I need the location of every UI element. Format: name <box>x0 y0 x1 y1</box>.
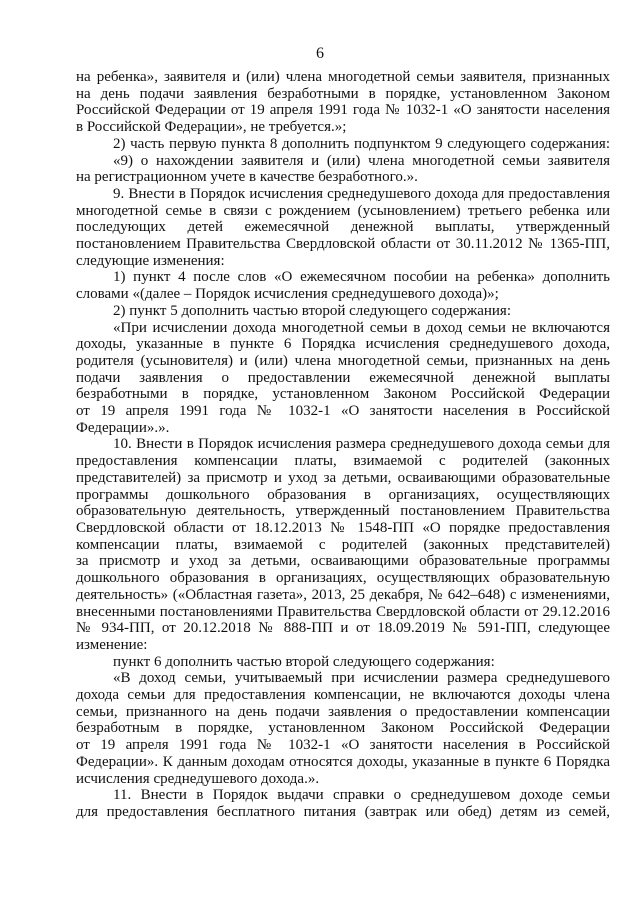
text-line: внесенными постановлениями Правительства Свердловской области от 29.12.2016 <box>76 603 610 620</box>
text-line: доходы, указанные в пункте 6 Порядка исчисления среднедушевого дохода, <box>76 336 610 353</box>
text-line: № 934-ПП, от 20.12.2018 № 888-ПП и от 18.09.2019 № 591-ПП, следующее <box>76 620 610 637</box>
text-line: следующие изменения: <box>76 252 225 269</box>
text-line: программы дошкольного образования в организациях, осуществляющих <box>76 486 610 503</box>
text-line: безработными в порядке, установленном Законом Российской Федерации <box>76 386 610 403</box>
text-line: многодетной семье в связи с рождением (усыновлением) третьего ребенка или <box>76 202 610 219</box>
text-line: подачи заявления о предоставлении ежемесячной денежной выплаты <box>76 369 610 386</box>
text-line: дошкольного образования в организациях, осуществляющих образовательную <box>76 570 610 587</box>
text-line: 2) часть первую пункта 8 дополнить подпунктом 9 следующего содержания: <box>113 135 610 152</box>
text-line: от 19 апреля 1991 года № 1032-1 «О занятости населения в Российской <box>76 737 610 754</box>
text-line: для предоставления бесплатного питания (завтрак или обед) детям из семей, <box>76 803 610 820</box>
text-line: пункт 6 дополнить частью второй следующего содержания: <box>113 653 495 670</box>
text-line: 1) пункт 4 после слов «О ежемесячном пособии на ребенка» дополнить <box>113 269 610 286</box>
text-line: представителей) за присмотр и уход за детьми, осваивающими образовательные <box>76 469 610 486</box>
text-line: Федерации». К данным доходам относятся доходы, указанные в пункте 6 Порядка <box>76 753 610 770</box>
text-line: за присмотр и уход за детьми, осваивающими образовательные программы <box>76 553 610 570</box>
text-line: на день подачи заявления безработными в порядке, установленном Законом <box>76 85 610 102</box>
text-line: Федерации».». <box>76 419 170 436</box>
text-line: словами «(далее – Порядок исчисления среднедушевого дохода)»; <box>76 286 499 303</box>
text-line: последующих детей ежемесячной денежной выплаты, утвержденный <box>76 219 610 236</box>
text-line: компенсации платы, взимаемой с родителей (законных представителей) <box>76 536 610 553</box>
text-line: «В доход семьи, учитываемый при исчислении размера среднедушевого <box>113 670 610 687</box>
text-line: «9) о нахождении заявителя и (или) члена многодетной семьи заявителя <box>113 152 610 169</box>
text-line: образовательную деятельность, утвержденный постановлением Правительства <box>76 503 610 520</box>
text-line: «При исчислении дохода многодетной семьи в доход семьи не включаются <box>113 319 610 336</box>
text-line: 2) пункт 5 дополнить частью второй следующего содержания: <box>113 302 511 319</box>
text-line: Российской Федерации от 19 апреля 1991 года № 1032-1 «О занятости населения <box>76 102 610 119</box>
document-body <box>76 69 610 821</box>
text-line: Свердловской области от 18.12.2013 № 1548-ПП «О порядке предоставления <box>76 519 610 536</box>
text-line: на регистрационном учете в качестве безработного.». <box>76 169 418 186</box>
text-line: безработным в порядке, установленном Законом Российской Федерации <box>76 720 610 737</box>
text-line: семьи, признанного на день подачи заявления о предоставлении компенсации <box>76 703 610 720</box>
text-line: предоставления компенсации платы, взимаемой с родителей (законных <box>76 453 610 470</box>
text-line: 11. Внести в Порядок выдачи справки о среднедушевом доходе семьи <box>113 787 610 804</box>
text-line: изменение: <box>76 636 148 653</box>
text-line: исчисления среднедушевого дохода.». <box>76 770 320 787</box>
text-line: от 19 апреля 1991 года № 1032-1 «О занятости населения в Российской <box>76 403 610 420</box>
text-line: дохода семьи для предоставления компенсации, не включаются доходы члена <box>76 687 610 704</box>
page-number: 6 <box>316 45 324 62</box>
text-line: 9. Внести в Порядок исчисления среднедушевого дохода для предоставления <box>113 185 610 202</box>
text-line: в Российской Федерации», не требуется.»; <box>76 119 347 136</box>
text-line: постановлением Правительства Свердловской области от 30.11.2012 № 1365-ПП, <box>76 236 610 253</box>
text-line: деятельность» («Областная газета», 2013, 25 декабря, № 642–648) с изменениями, <box>76 586 610 603</box>
text-line: 10. Внести в Порядок исчисления размера среднедушевого дохода семьи для <box>113 436 610 453</box>
text-line: на ребенка», заявителя и (или) члена многодетной семьи заявителя, признанных <box>76 69 610 85</box>
text-line: родителя (усыновителя) и (или) члена многодетной семьи, признанных на день <box>76 352 610 369</box>
